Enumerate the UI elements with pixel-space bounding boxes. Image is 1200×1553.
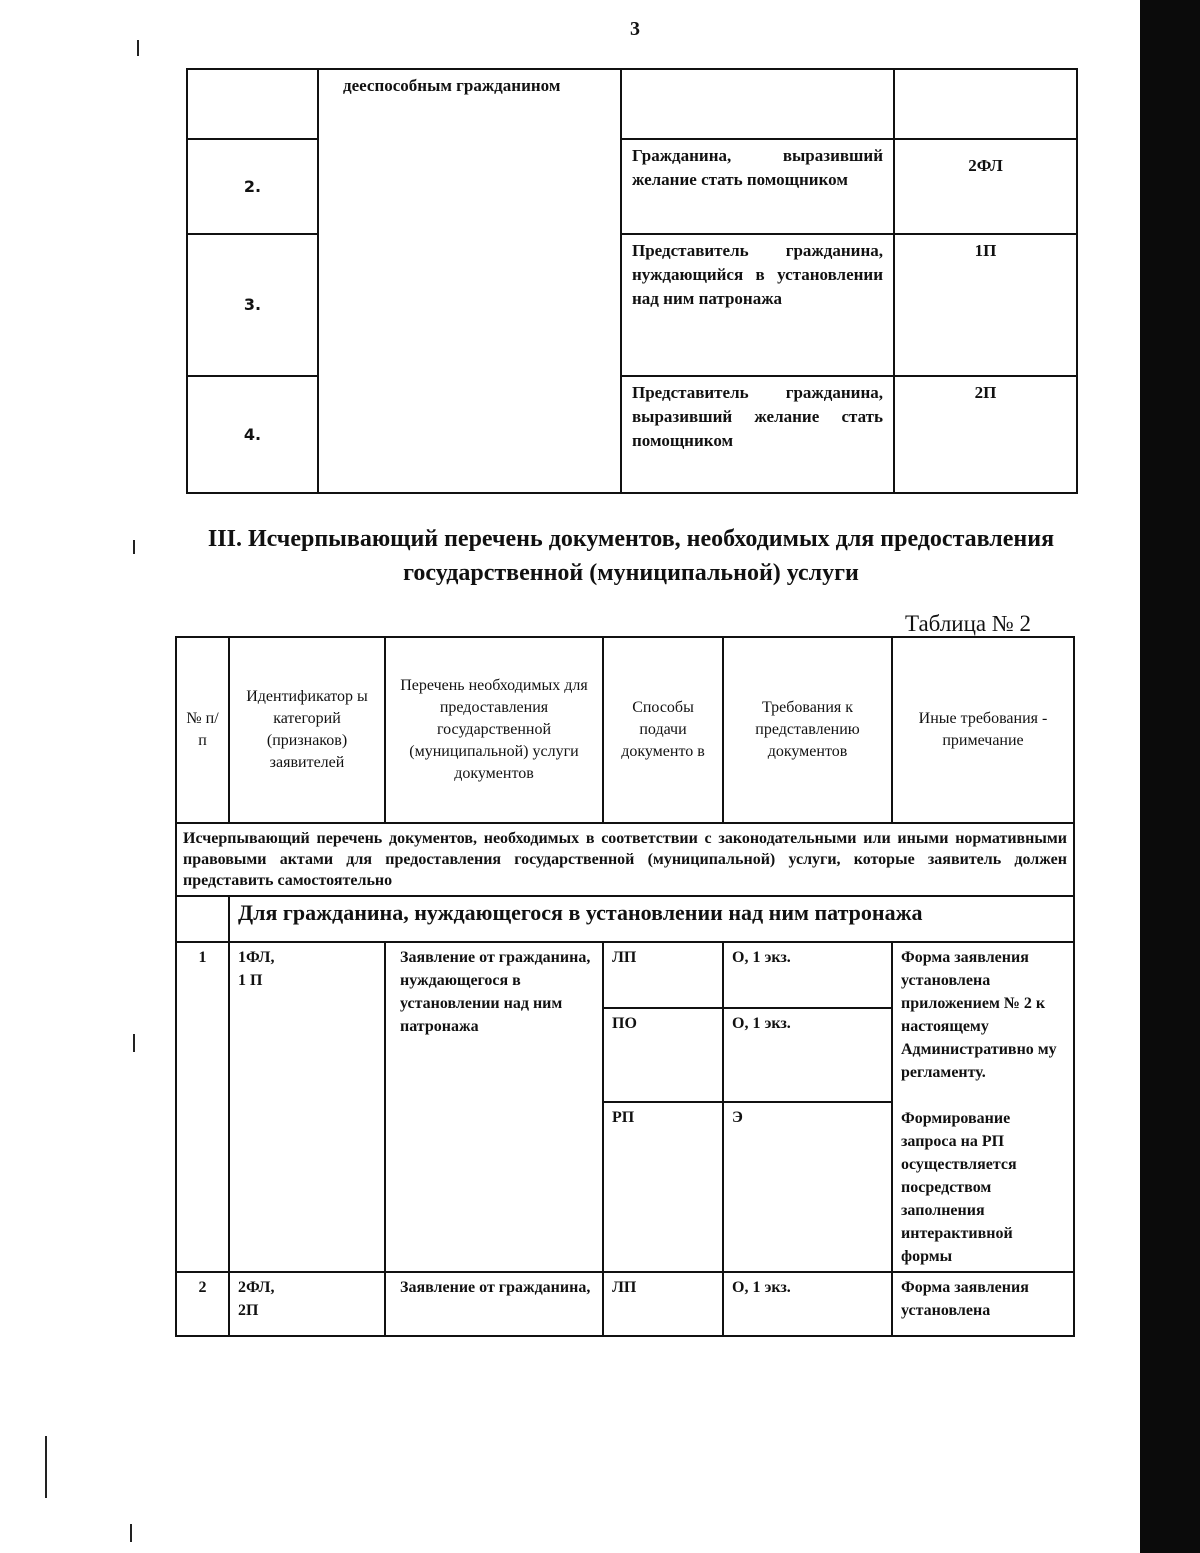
row-number: 3.: [187, 234, 318, 376]
method-cell: ЛП: [603, 1272, 723, 1336]
category-description: Представитель гражданина, нуждающийся в установлении над ним патронажа: [621, 234, 894, 376]
header-methods: Способы подачи документо в: [603, 637, 723, 823]
method-cell: РП: [603, 1102, 723, 1272]
header-documents: Перечень необходимых для предоставления государственной (муниципальной) услуги документов: [385, 637, 603, 823]
row-number: 4.: [187, 376, 318, 493]
requirement-cell: О, 1 экз.: [723, 942, 892, 1008]
method-cell: ПО: [603, 1008, 723, 1102]
margin-mark: [137, 40, 139, 56]
documents-table: [175, 636, 1075, 1337]
identifier-line: 2П: [238, 1302, 259, 1319]
other-requirements-cell: [892, 942, 1074, 1272]
scan-dark-edge: [1140, 0, 1200, 1553]
list-note: Исчерпывающий перечень документов, необходимых в соответствии с законодательными или иными нормативными правовыми актами для предоставления государственной (муниципальной) услуги, которые заявитель должен представить самостоятельно: [176, 823, 1074, 896]
identifier-line: 1ФЛ,: [238, 949, 275, 966]
merged-description-cell: [318, 69, 621, 493]
identifier-line: 2ФЛ,: [238, 1279, 275, 1296]
margin-mark: [133, 540, 135, 554]
other-requirement-text: Форма заявления установлена приложением № 2 к настоящему Административно му регламенту.: [901, 949, 1057, 1081]
section-heading: III. Исчерпывающий перечень документов, необходимых для предоставления государственной (муниципальной) услуги: [207, 526, 1055, 586]
requirement-cell: О, 1 экз.: [723, 1272, 892, 1336]
merged-description-text: дееспособным гражданином: [343, 76, 561, 95]
category-code: [894, 69, 1077, 139]
header-num: № п/п: [176, 637, 229, 823]
document-name-text: Заявление от гражданина, нуждающегося в установлении над ним патронажа: [400, 949, 591, 1035]
category-code: 2ФЛ: [894, 139, 1077, 234]
subheading-spacer: [176, 896, 229, 942]
category-code: 2П: [894, 376, 1077, 493]
document-name: [385, 1272, 603, 1336]
category-description: Представитель гражданина, выразивший желание стать помощником: [621, 376, 894, 493]
row-number: [187, 69, 318, 139]
margin-mark: [133, 1034, 135, 1052]
other-requirement-text: Формирование запроса на РП осуществляется посредством заполнения интерактивной формы: [901, 1110, 1017, 1265]
margin-mark: [45, 1436, 47, 1498]
row-number: 1: [176, 942, 229, 1272]
other-requirement-text: Форма заявления установлена: [892, 1272, 1074, 1336]
margin-mark: [130, 1524, 132, 1542]
applicant-categories-table: [186, 68, 1078, 494]
category-subheading: Для гражданина, нуждающегося в установлении над ним патронажа: [229, 896, 1074, 942]
identifier-cell: [229, 1272, 385, 1336]
row-number: 2: [176, 1272, 229, 1336]
method-cell: ЛП: [603, 942, 723, 1008]
header-requirements: Требования к представлению документов: [723, 637, 892, 823]
document-name: [385, 942, 603, 1272]
document-name-text: Заявление от гражданина,: [400, 1279, 591, 1296]
table-caption: Таблица № 2: [905, 611, 1032, 636]
row-number: 2.: [187, 139, 318, 234]
requirement-cell: Э: [723, 1102, 892, 1272]
header-identifiers: Идентификатор ы категорий (признаков) заявителей: [229, 637, 385, 823]
page-number: 3: [630, 18, 640, 40]
requirement-cell: О, 1 экз.: [723, 1008, 892, 1102]
header-other: Иные требования - примечание: [892, 637, 1074, 823]
category-description: [621, 69, 894, 139]
paragraph-gap: [901, 1084, 1065, 1107]
identifier-line: 1 П: [238, 972, 263, 989]
category-code: 1П: [894, 234, 1077, 376]
identifier-cell: [229, 942, 385, 1272]
category-description: Гражданина, выразивший желание стать помощником: [621, 139, 894, 234]
